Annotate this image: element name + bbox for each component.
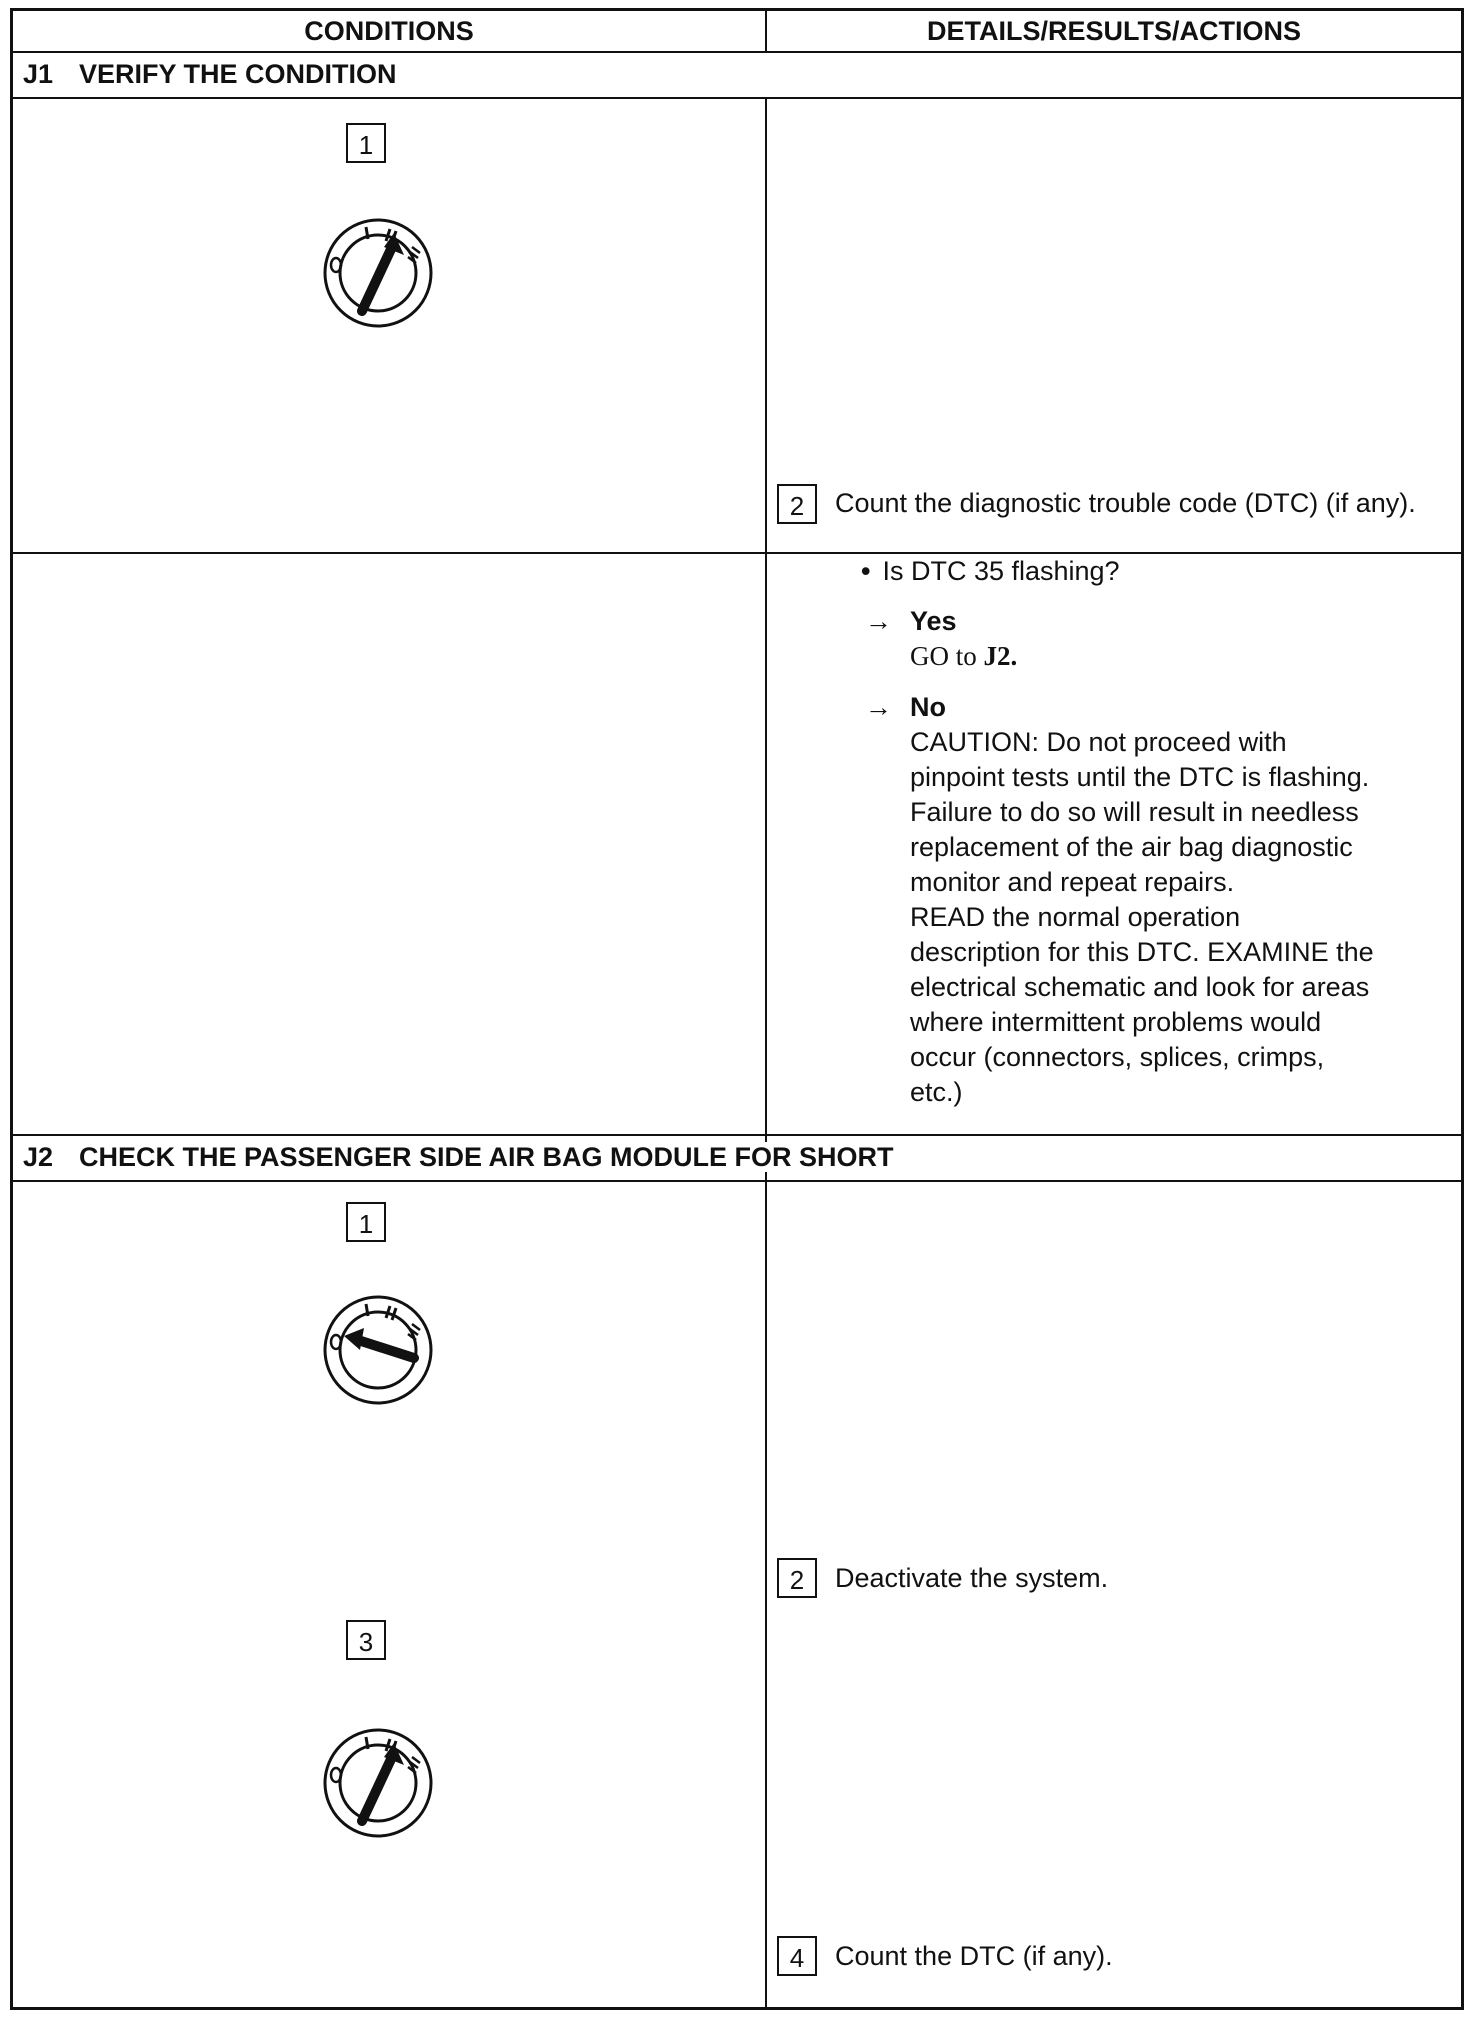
no-action <box>910 725 1455 1110</box>
step-number-box: 1 <box>346 1202 386 1242</box>
details-header: DETAILS/RESULTS/ACTIONS <box>926 16 1301 46</box>
yes-action <box>910 639 1017 674</box>
step-instruction: Count the diagnostic trouble code (DTC) (if any). <box>835 488 1416 518</box>
diagnostic-table <box>10 8 1464 2010</box>
ignition-switch-run-icon <box>322 1727 434 1839</box>
section-code: J1 <box>23 59 54 89</box>
bullet: • <box>861 556 871 586</box>
section-title: VERIFY THE CONDITION <box>79 59 397 89</box>
j1-step-row <box>13 99 1461 554</box>
column-divider <box>765 99 767 552</box>
column-divider <box>765 1182 767 2010</box>
j1-result-row <box>13 554 1461 1136</box>
no-action-line: CAUTION: Do not proceed with <box>910 727 1287 757</box>
action-prefix: GO to <box>910 641 984 671</box>
no-action-line: occur (connectors, splices, crimps, <box>910 1042 1325 1072</box>
j2-step-row <box>13 1182 1461 2010</box>
step-number-box: 3 <box>346 1620 386 1660</box>
no-action-line: where intermittent problems would <box>910 1007 1322 1037</box>
result-question <box>861 554 1120 589</box>
section-j1-title <box>13 53 1461 99</box>
no-action-line: Failure to do so will result in needless <box>910 797 1359 827</box>
conditions-header: CONDITIONS <box>304 16 474 46</box>
no-action-line: description for this DTC. EXAMINE the <box>910 937 1374 967</box>
step-number-box: 4 <box>777 1936 817 1976</box>
step-number-box: 1 <box>346 123 386 163</box>
no-action-line: READ the normal operation <box>910 902 1241 932</box>
step-instruction: Count the DTC (if any). <box>835 1941 1113 1971</box>
goto-target: J2. <box>983 641 1018 671</box>
no-action-line: replacement of the air bag diagnostic <box>910 832 1353 862</box>
no-action-line: pinpoint tests until the DTC is flashing. <box>910 762 1370 792</box>
step-number-box: 2 <box>777 1558 817 1598</box>
yes-label: Yes <box>910 606 957 636</box>
section-code: J2 <box>23 1142 54 1172</box>
section-j2-title <box>13 1136 1461 1182</box>
no-action-line: etc.) <box>910 1077 963 1107</box>
ignition-switch-run-icon <box>322 217 434 329</box>
step-number-box: 2 <box>777 484 817 524</box>
ignition-switch-off-icon <box>322 1294 434 1406</box>
no-action-line: electrical schematic and look for areas <box>910 972 1370 1002</box>
section-title: CHECK THE PASSENGER SIDE AIR BAG MODULE FOR SHORT <box>79 1142 898 1172</box>
question-text: Is DTC 35 flashing? <box>882 556 1120 586</box>
no-label: No <box>910 692 946 722</box>
column-divider <box>765 554 767 1134</box>
table-header <box>13 11 1461 53</box>
header-divider <box>765 11 767 51</box>
no-action-line: monitor and repeat repairs. <box>910 867 1235 897</box>
no-arrow-icon: → <box>865 692 892 722</box>
step-instruction: Deactivate the system. <box>835 1563 1109 1593</box>
yes-arrow-icon: → <box>865 606 892 636</box>
